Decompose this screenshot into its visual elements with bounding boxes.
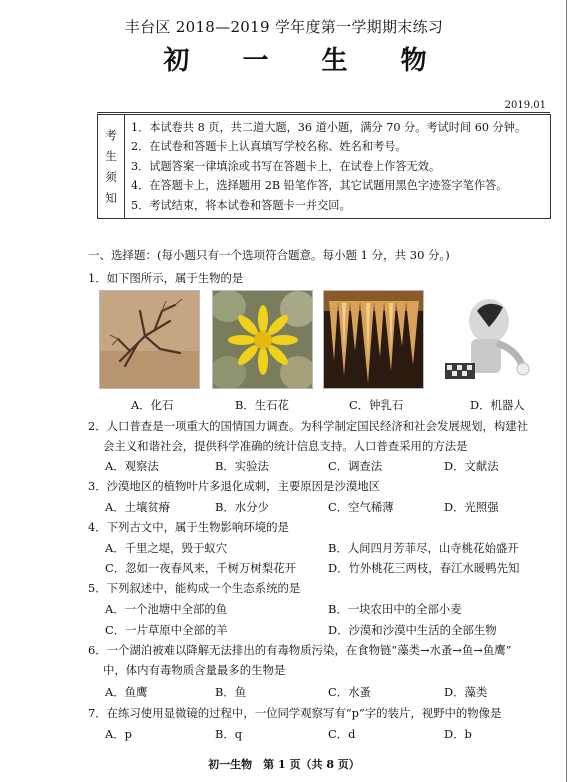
question-2-stem-line1: 2．人口普查是一项重大的国情国力调查。为科学制定国民经济和社会发展规划，构建社 [88, 419, 529, 433]
exam-date: 2019.01 [504, 100, 546, 111]
notice-item: 3．试题答案一律填涂或书写在答题卡上，在试卷上作答无效。 [131, 159, 441, 173]
q2-option-b: B．实验法 [215, 459, 269, 473]
subject-title: 初 一 生 物 [163, 46, 449, 76]
q2-option-d: D．文献法 [444, 459, 499, 473]
notice-item: 2．在试卷和答题卡上认真填写学校名称、姓名和考号。 [131, 140, 407, 154]
page-footer: 初一生物 第 1 页（共 8 页） [208, 758, 360, 771]
question-7-stem: 7．在练习使用显微镜的过程中，一位同学观察写有“p”字的装片，视野中的物像是 [88, 706, 502, 720]
q6-option-c: C．水蚤 [328, 685, 371, 699]
q3-option-c: C．空气稀薄 [328, 500, 394, 514]
q6-option-d: D．藻类 [444, 685, 488, 699]
notice-item: 5．考试结束，将本试卷和答题卡一并交回。 [131, 198, 351, 212]
q3-option-a: A．土壤贫瘠 [105, 500, 171, 514]
q2-option-a: A．观察法 [105, 459, 159, 473]
q5-option-a: A．一个池塘中全部的鱼 [105, 602, 228, 616]
notice-item: 4．在答题卡上，选择题用 2B 铅笔作答，其它试题用黑色字迹签字笔作答。 [131, 179, 508, 193]
question-4-stem: 4．下列古文中，属于生物影响环境的是 [88, 520, 289, 534]
section-heading: 一、选择题：(每小题只有一个选项符合题意。每小题 1 分，共 30 分。) [88, 248, 450, 262]
fossil-image [99, 290, 200, 389]
question-1-stem: 1．如下图所示，属于生物的是 [88, 271, 244, 285]
q3-option-d: D．光照强 [444, 500, 499, 514]
stalactite-image [323, 290, 424, 389]
q7-option-c: C．d [328, 727, 356, 741]
lithops-image [212, 290, 313, 389]
q1-option-a: A．化石 [131, 398, 174, 412]
question-5-stem: 5．下列叙述中，能构成一个生态系统的是 [88, 581, 301, 595]
exam-title: 丰台区 2018—2019 学年度第一学期期末练习 [124, 18, 444, 36]
q1-option-d: D．机器人 [470, 398, 525, 412]
notice-item: 1．本试卷共 8 页，共二道大题，36 道小题，满分 70 分。考试时间 60 分钟。 [131, 121, 527, 134]
question-3-stem: 3．沙漠地区的植物叶片多退化成刺，主要原因是沙漠地区 [88, 479, 381, 493]
robot-image [436, 290, 537, 389]
q2-option-c: C．调查法 [328, 459, 383, 473]
q4-option-c: C．忽如一夜春风来，千树万树梨花开 [105, 561, 296, 575]
question-6-stem-line2: 中，体内有毒物质含量最多的生物是 [103, 663, 286, 677]
q5-option-b: B．一块农田中的全部小麦 [328, 602, 462, 616]
q4-option-d: D．竹外桃花三两枝，春江水暖鸭先知 [328, 561, 520, 575]
q7-option-b: B．q [215, 727, 243, 741]
q5-option-c: C．一片草原中全部的羊 [105, 623, 228, 637]
q1-option-c: C．钟乳石 [349, 398, 404, 412]
question-2-stem-line2: 会主义和谐社会，提供科学准确的统计信息支持。人口普查采用的方法是 [103, 439, 468, 453]
q7-option-a: A．p [105, 727, 132, 741]
q3-option-b: B．水分少 [215, 500, 269, 514]
notice-label: 考 生 须 知 [98, 115, 125, 219]
q5-option-d: D．沙漠和沙漠中生活的全部生物 [328, 623, 497, 637]
question-6-stem-line1: 6．一个湖泊被难以降解无法排出的有毒物质污染，在食物链“藻类→水蚤→鱼→鱼鹰” [88, 643, 512, 657]
q7-option-d: D．b [444, 727, 472, 741]
q1-option-b: B．生石花 [235, 398, 289, 412]
notice-box [97, 114, 551, 219]
q4-option-b: B．人间四月芳菲尽，山寺桃花始盛开 [328, 541, 519, 555]
header-rule [97, 112, 550, 113]
q4-option-a: A．千里之堤，毁于蚁穴 [105, 541, 228, 555]
page-edge-line [566, 0, 567, 782]
q6-option-a: A．鱼鹰 [105, 685, 148, 699]
q6-option-b: B．鱼 [215, 685, 247, 699]
notice-body [125, 115, 551, 219]
